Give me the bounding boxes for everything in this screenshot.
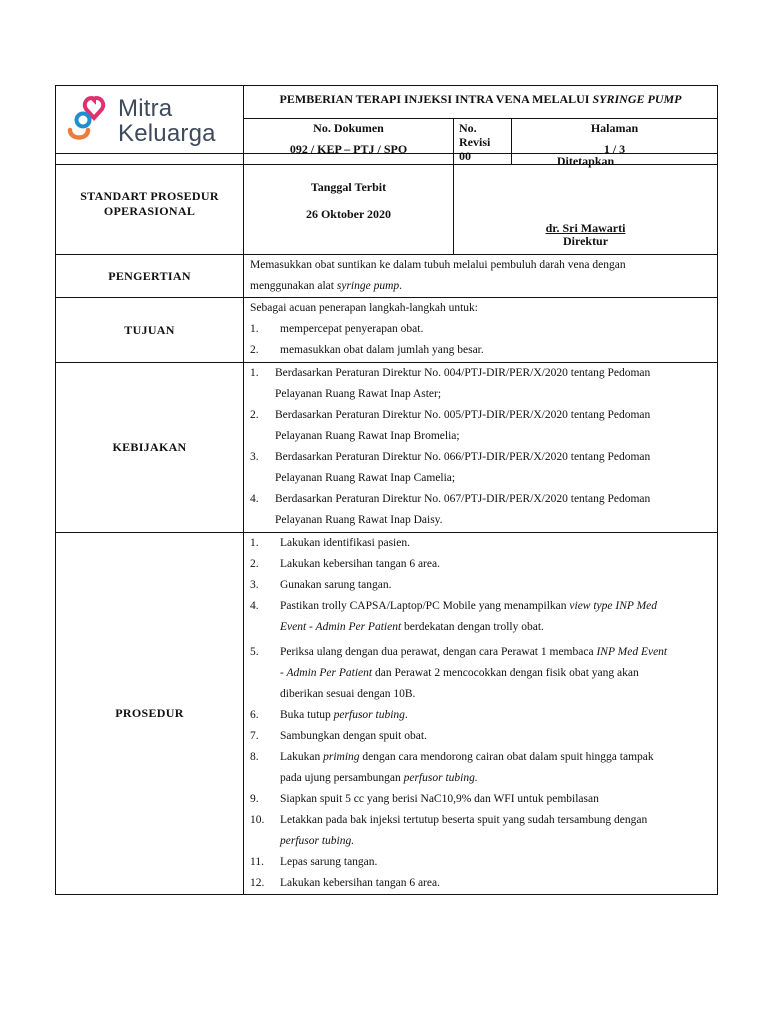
item-number: 7. [250,730,259,742]
item-number: 10. [250,814,265,826]
list-item [244,319,713,340]
pengertian-line-1: Memasukkan obat suntikan ke dalam tubuh melalui pembuluh darah vena dengan [250,259,626,271]
tujuan-list [244,319,713,361]
item-number: 4. [250,493,259,505]
item-text: Lepas sarung tangan. [280,856,378,868]
item-line-2 [280,663,713,684]
sop-body-table [55,153,718,895]
item-text: Lakukan kebersihan tangan 6 area. [280,877,440,889]
item-text: Lakukan kebersihan tangan 6 area. [280,558,440,570]
item-line-2 [280,768,713,789]
item-line-1: Berdasarkan Peraturan Direktur No. 004/PTJ-DIR/PER/X/2020 tentang Pedoman [275,367,651,379]
item-number: 8. [250,751,259,763]
list-item [244,705,713,726]
item-number: 1. [250,323,259,335]
tujuan-intro: Sebagai acuan penerapan langkah-langkah untuk: [250,302,478,314]
list-item [244,533,713,554]
title-text: PEMBERIAN TERAPI INJEKSI INTRA VENA MELALUI [279,92,593,106]
item-number: 9. [250,793,259,805]
item-italic: perfusor tubing. [403,772,478,784]
item-line-1: Berdasarkan Peraturan Direktur No. 067/PTJ-DIR/PER/X/2020 tentang Pedoman [275,493,651,505]
item-line-2 [280,831,713,852]
item-text: Sambungkan dengan spuit obat. [280,730,427,742]
issue-date-label: Tanggal Terbit [310,180,387,194]
item-line-3: diberikan sesuai dengan 10B. [280,688,416,700]
page-value: 1 / 3 [603,142,626,156]
issue-date-cell [244,154,454,255]
revision-label-1: No. [459,121,477,135]
item-text: Lakukan identifikasi pasien. [280,537,410,549]
item-text: Siapkan spuit 5 cc yang berisi NaC10,9% dan WFI untuk pembilasan [280,793,599,805]
tujuan-label: TUJUAN [56,298,244,363]
list-item [244,747,713,789]
item-italic: Event - Admin Per Patient [280,621,402,633]
item-italic: perfusor tubing. [280,835,355,847]
doc-number-value: 092 / KEP – PTJ / SPO [289,142,408,156]
pengertian-content [244,255,718,298]
item-line-1 [280,596,713,617]
item-text: . [404,709,408,721]
item-line-2: Pelayanan Ruang Rawat Inap Daisy. [275,514,443,526]
item-text: pada ujung persambungan [280,772,404,784]
kebijakan-label: KEBIJAKAN [56,363,244,533]
document-title [244,86,718,119]
list-item [244,596,713,638]
list-item [244,642,713,705]
doc-number-label: No. Dokumen [313,121,384,135]
item-number: 1. [250,537,259,549]
logo-wordmark [118,96,216,146]
item-line-2: Pelayanan Ruang Rawat Inap Bromelia; [275,430,460,442]
item-italic: perfusor tubing [333,709,405,721]
item-line-2 [280,617,713,638]
prosedur-list [244,533,713,894]
sop-label-line-1: STANDART PROSEDUR [80,189,219,203]
pengertian-line-2 [250,276,713,297]
list-item [244,554,713,575]
tujuan-content [244,298,718,363]
item-text: Gunakan sarung tangan. [280,579,392,591]
approver-title: Direktur [562,234,609,248]
item-number: 2. [250,344,259,356]
item-number: 2. [250,558,259,570]
item-text: berdekatan dengan trolly obat. [401,621,544,633]
logo-line-1: Mitra [118,95,173,122]
item-italic: - Admin Per Patient [280,667,373,679]
item-text: dengan cara mendorong cairan obat dalam spuit hingga tampak [359,751,654,763]
item-line-1: Letakkan pada bak injeksi tertutup beserta spuit yang sudah tersambung dengan [280,814,648,826]
approval-label: Ditetapkan [556,154,615,168]
list-item [244,489,713,531]
kebijakan-list [244,363,713,531]
item-text: mempercepat penyerapan obat. [280,323,424,335]
list-item [244,405,713,447]
item-number: 4. [250,600,259,612]
item-line-1: Berdasarkan Peraturan Direktur No. 005/PTJ-DIR/PER/X/2020 tentang Pedoman [275,409,651,421]
page-label: Halaman [590,121,639,135]
item-number: 12. [250,877,265,889]
pengertian-period: . [399,280,403,292]
pengertian-italic: syringe pump [336,280,400,292]
sop-body [55,154,717,895]
list-item [244,852,713,873]
list-item [244,340,713,361]
list-item [244,447,713,489]
item-number: 11. [250,856,264,868]
item-italic: priming [323,751,360,763]
issue-date-value: 26 Oktober 2020 [305,207,392,221]
revision-label-2: Revisi [459,135,491,149]
item-number: 1. [250,367,259,379]
list-item [244,726,713,747]
revision-value: 00 [459,149,471,163]
item-line-2: Pelayanan Ruang Rawat Inap Aster; [275,388,442,400]
pengertian-text: menggunakan alat [250,280,337,292]
item-italic: view type INP Med [569,600,658,612]
logo-line-2: Keluarga [118,120,216,147]
item-text: Pastikan trolly CAPSA/Laptop/PC Mobile yang menampilkan [280,600,570,612]
list-item [244,873,713,894]
approver-name: dr. Sri Mawarti [545,221,626,235]
item-text: Buka tutup [280,709,334,721]
item-italic: INP Med Event [596,646,668,658]
list-item [244,575,713,596]
item-line-1: Berdasarkan Peraturan Direktur No. 066/PTJ-DIR/PER/X/2020 tentang Pedoman [275,451,651,463]
title-italic: SYRINGE PUMP [592,92,682,106]
item-number: 5. [250,646,259,658]
kebijakan-content [244,363,718,533]
list-item [244,810,713,852]
prosedur-content [244,533,718,895]
item-number: 6. [250,709,259,721]
item-text: Lakukan [280,751,324,763]
item-line-2: Pelayanan Ruang Rawat Inap Camelia; [275,472,456,484]
item-number: 3. [250,579,259,591]
list-item [244,789,713,810]
item-number: 3. [250,451,259,463]
item-number: 2. [250,409,259,421]
item-line-1 [280,747,713,768]
item-line-1 [280,642,713,663]
item-text: dan Perawat 2 mencocokkan dengan fisik obat yang akan [372,667,639,679]
list-item [244,363,713,405]
sop-label-line-2: OPERASIONAL [103,204,196,218]
approval-cell [454,154,718,255]
pengertian-label: PENGERTIAN [56,255,244,298]
prosedur-label: PROSEDUR [56,533,244,895]
item-text: memasukkan obat dalam jumlah yang besar. [280,344,484,356]
sop-label-cell [56,154,244,255]
item-text: Periksa ulang dengan dua perawat, dengan cara Perawat 1 membaca [280,646,597,658]
